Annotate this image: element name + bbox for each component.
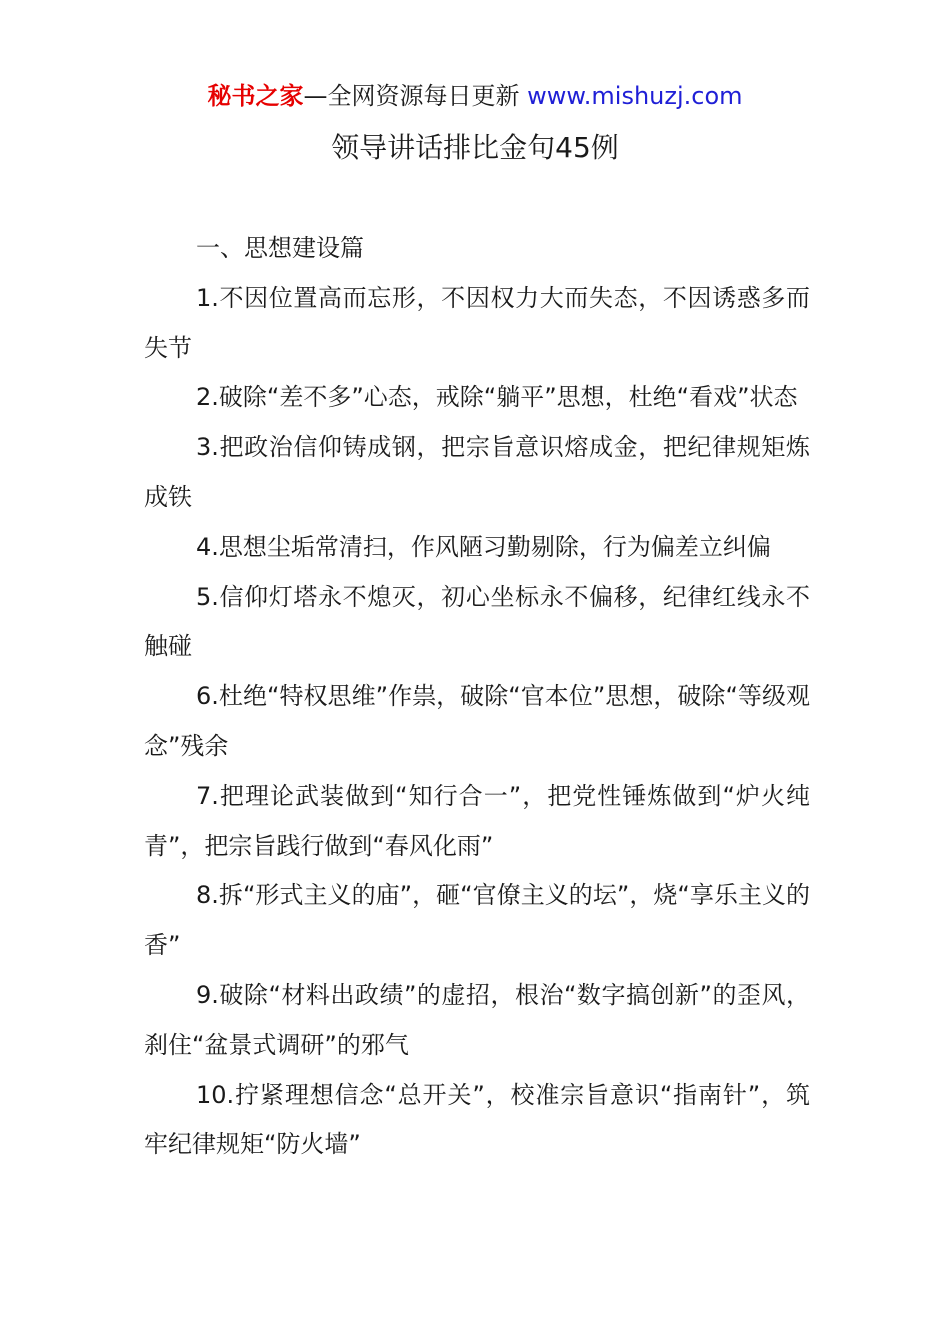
- section-heading: 一、思想建设篇: [196, 234, 364, 262]
- document-body: [144, 224, 810, 1170]
- list-item: 7.把理论武装做到“知行合一”，把党性锤炼做到“炉火纯青”，把宗旨践行做到“春风化雨”: [144, 781, 810, 860]
- site-tagline: —全网资源每日更新: [303, 82, 528, 110]
- list-item: 9.破除“材料出政绩”的虚招，根治“数字搞创新”的歪风，刹住“盆景式调研”的邪气: [144, 980, 810, 1059]
- site-header: [0, 80, 950, 112]
- document-title: 领导讲话排比金句45例: [331, 131, 619, 164]
- list-item: 8.拆“形式主义的庙”，砸“官僚主义的坛”，烧“享乐主义的香”: [144, 881, 810, 960]
- list-item: 3.把政治信仰铸成钢，把宗旨意识熔成金，把纪律规矩炼成铁: [144, 433, 810, 511]
- list-item: 2.破除“差不多”心态，戒除“躺平”思想，杜绝“看戏”状态: [196, 383, 798, 412]
- list-item: 1.不因位置高而忘形，不因权力大而失态，不因诱惑多而失节: [144, 283, 810, 362]
- list-item: 10.拧紧理想信念“总开关”，校准宗旨意识“指南针”，筑牢纪律规矩“防火墙”: [144, 1080, 810, 1159]
- site-url-link[interactable]: www.mishuzj.com: [527, 82, 743, 110]
- list-item: 4.思想尘垢常清扫，作风陋习勤剔除，行为偏差立纠偏: [196, 532, 771, 561]
- list-item: 6.杜绝“特权思维”作祟，破除“官本位”思想，破除“等级观念”残余: [144, 682, 810, 760]
- site-brand[interactable]: 秘书之家: [207, 82, 304, 110]
- list-item: 5.信仰灯塔永不熄灭，初心坐标永不偏移，纪律红线永不触碰: [144, 582, 810, 661]
